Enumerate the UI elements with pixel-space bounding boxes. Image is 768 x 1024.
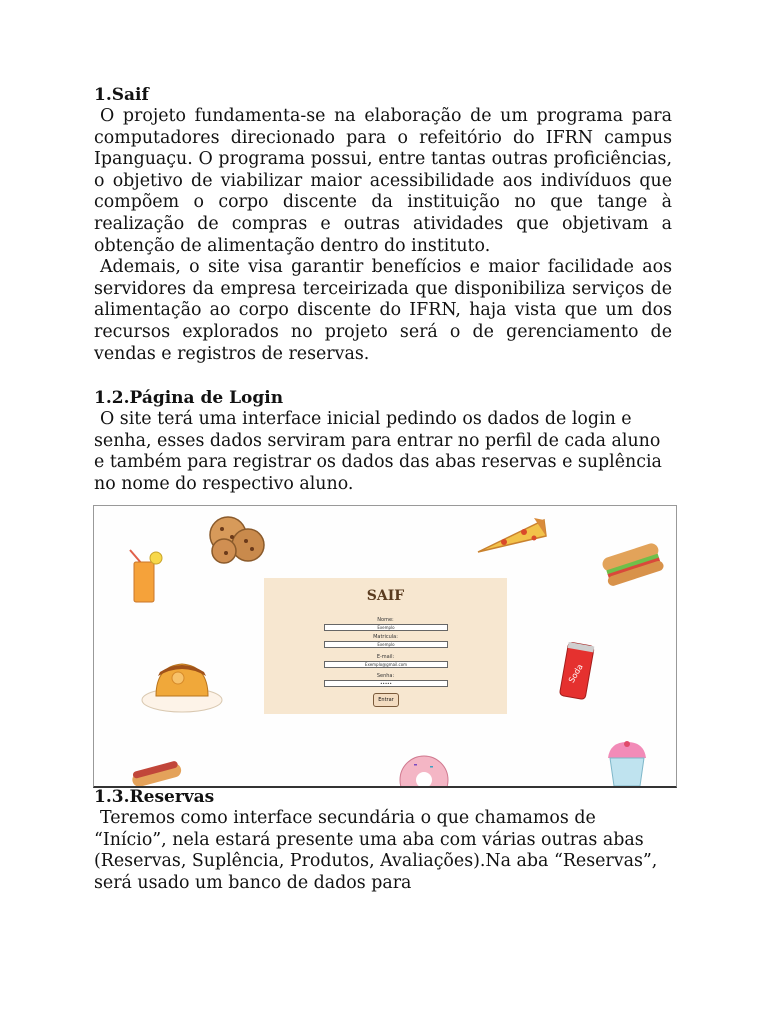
pudding-icon: [138, 652, 226, 716]
section-heading-login: 1.2.Página de Login: [94, 388, 284, 409]
cupcake-icon: [602, 738, 652, 786]
reservas-paragraph: Teremos como interface secundária o que chamamos de “Início”, nela estará presente uma aba com várias outras abas (Reservas, Suplência, Produtos, Avaliações).Na aba “Reservas”, será usado um banco de dados para: [94, 808, 658, 893]
donut-icon: [396, 752, 452, 786]
sandwich-icon: [599, 536, 665, 588]
cookies-icon: [206, 511, 270, 567]
reservas-section: [94, 808, 672, 894]
matricula-input[interactable]: Exemplo: [324, 641, 448, 648]
name-input[interactable]: Exemplo: [324, 624, 448, 631]
password-input[interactable]: •••••: [324, 680, 448, 687]
login-form-panel: [264, 578, 507, 714]
name-label: Nome:: [377, 617, 394, 623]
pizza-slice-icon: [474, 514, 548, 556]
hotdog-icon: [128, 756, 186, 786]
matricula-label: Matricula:: [373, 634, 398, 640]
email-input[interactable]: Exemplo@gmail.com: [324, 661, 448, 668]
saif-paragraph-2: Ademais, o site visa garantir benefícios e maior facilidade aos servidores da empresa terceirizada que disponibiliza serviços de alimentação ao corpo discente do IFRN, haja vista que um dos recursos explorados no projeto será o de gerenciamento de vendas e registros de reservas.: [94, 257, 672, 364]
login-paragraph: O site terá uma interface inicial pedindo os dados de login e senha, esses dados serviram para entrar no perfil de cada aluno e também para registrar os dados das abas reservas e suplência no nome do respectivo aluno.: [94, 409, 662, 494]
login-screenshot-figure: [93, 505, 677, 788]
section-heading-saif: 1.Saif: [94, 85, 149, 105]
login-form-title: SAIF: [366, 588, 405, 604]
section-heading-reservas: 1.3.Reservas: [94, 787, 215, 807]
soda-can-icon: [556, 638, 600, 702]
login-button[interactable]: Entrar: [373, 693, 399, 707]
document-body: [94, 84, 672, 496]
saif-paragraph-1: O projeto fundamenta-se na elaboração de um programa para computadores direcionado para o refeitório do IFRN campus Ipanguaçu. O programa possui, entre tantas outras proficiências, o objetivo de viabilizar maior acessibilidade aos indivíduos que compõem o corpo discente da instituição no que tange à realização de compras e outras atividades que objetivam a obtenção de alimentação dentro do instituto.: [94, 106, 672, 256]
soda-label: Soda: [567, 662, 585, 685]
password-label: Senha:: [376, 673, 395, 679]
email-label: E-mail:: [376, 654, 395, 660]
orange-juice-icon: [124, 546, 168, 604]
